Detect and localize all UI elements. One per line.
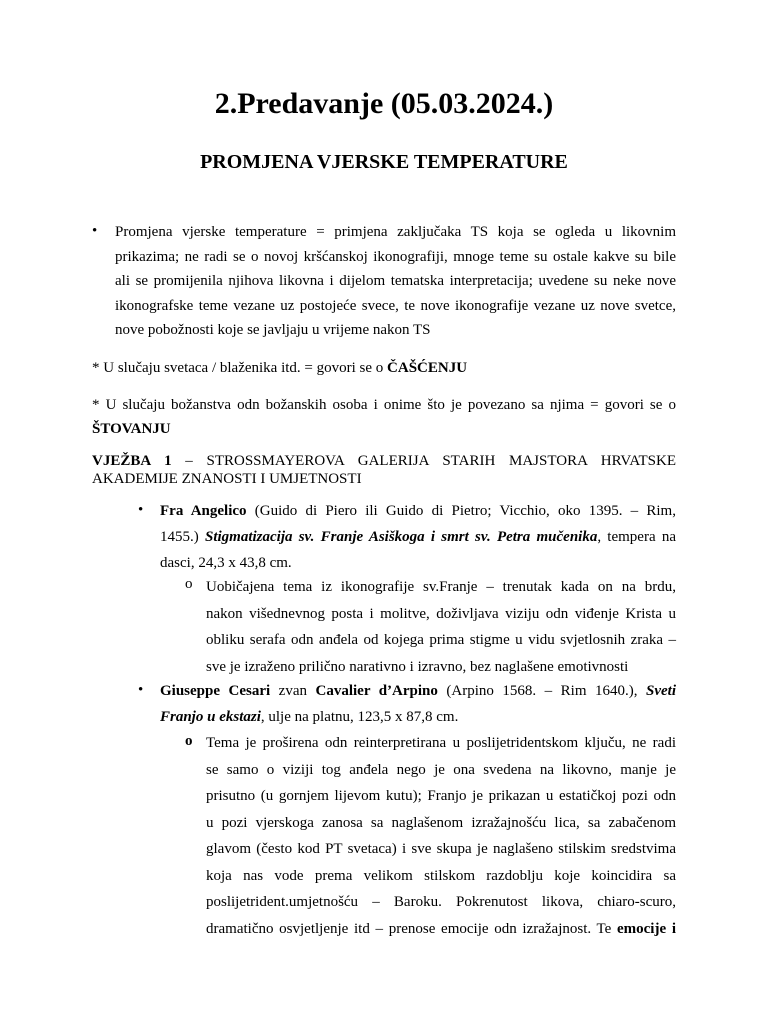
- artist-name: Fra Angelico: [160, 503, 247, 519]
- paragraph-line: ikonografske teme vezane uz postojeće svece, te nove ikonografije vezane uz nove svetce,: [115, 297, 676, 314]
- artwork-title: Sveti: [646, 683, 676, 699]
- note-stovanje: [92, 393, 676, 441]
- bullet-icon: •: [92, 223, 98, 239]
- sub-item-line: Tema je proširena odn reinterpretirana u poslijetridentskom ključu, ne radi: [206, 735, 676, 751]
- paragraph-temperature: [115, 220, 676, 343]
- sub-item-line: Uobičajena tema iz ikonografije sv.Franje – trenutak kada on na brdu,: [206, 579, 676, 595]
- artist-details: 1455.): [160, 529, 205, 545]
- exercise-title-cont: AKADEMIJE ZNANOSTI I UMJETNOSTI: [92, 471, 362, 487]
- circle-bullet-icon: o: [185, 576, 193, 592]
- exercise-title: – STROSSMAYEROVA GALERIJA STARIH MAJSTORA HRVATSKE: [171, 453, 676, 469]
- artwork-title-cont: Franjo u ekstazi: [160, 709, 261, 725]
- circle-bullet-icon: o: [185, 733, 193, 749]
- sub-item-line: koja nas vode prema velikom stilskom razdoblju koje koincidira sa: [206, 867, 676, 884]
- list-item-angelico: [160, 498, 676, 576]
- artist-name: Giuseppe Cesari: [160, 683, 271, 699]
- sub-item-line: sve je izraženo prilično narativno i izravno, bez naglašene emotivnosti: [206, 658, 629, 675]
- paragraph-line: nove pobožnosti koje se javljaju u vrijeme nakon TS: [115, 322, 431, 338]
- paragraph-line: Promjena vjerske temperature = primjena zaključaka TS koja se ogleda u likovnim: [115, 224, 676, 240]
- paragraph-line: prikazima; ne radi se o novoj kršćanskoj ikonografiji, mnoge teme su ostale kakve su bile: [115, 248, 676, 265]
- note-text: * U slučaju svetaca / blaženika itd. = govori se o: [92, 360, 388, 376]
- artwork-details: , ulje na platnu, 123,5 x 87,8 cm.: [260, 709, 459, 725]
- list-item-cesari: [160, 678, 676, 730]
- bullet-icon: •: [138, 502, 144, 518]
- sub-item-angelico: [206, 574, 676, 680]
- sub-item-cesari: [206, 730, 676, 942]
- sub-item-line: glavom (često kod PT svetaca) i sve skupa je naglašeno stilskim sredstvima: [206, 841, 676, 857]
- emphasis-text: emocije i: [617, 920, 676, 937]
- sub-item-line: prisutno (u gornjem lijevom kutu); Franjo je prikazan u estatičkoj pozi odn: [206, 788, 676, 804]
- page-subtitle: PROMJENA VJERSKE TEMPERATURE: [200, 151, 568, 173]
- sub-item-line: se samo o viziji tog anđela nego je ona svedena na likovno, manje je: [206, 761, 676, 778]
- sub-item-line: dramatično osvjetljenje itd – prenose emocije odn izražajnost. Te: [206, 920, 617, 937]
- artist-alias: Cavalier d’Arpino: [315, 683, 438, 699]
- exercise-label: VJEŽBA 1: [92, 453, 172, 469]
- exercise-heading: [92, 452, 676, 488]
- sub-item-line: poslijetrident.umjetnošću – Baroku. Pokrenutost likova, chiaro-scuro,: [206, 894, 676, 910]
- bullet-icon: •: [138, 682, 144, 698]
- note-text: * U slučaju božanstva odn božanskih osoba i onime što je povezano sa njima = govori se o: [92, 397, 676, 413]
- page-title: 2.Predavanje (05.03.2024.): [214, 87, 554, 120]
- note-cascenje: [92, 357, 682, 379]
- sub-item-line: obliku serafa odn anđela od kojega prima stigme u vidu svjetlosnih zraka –: [206, 632, 676, 648]
- artwork-details: dasci, 24,3 x 43,8 cm.: [160, 555, 292, 571]
- artwork-details: , tempera na: [597, 529, 676, 545]
- artist-details: zvan: [270, 683, 316, 699]
- artwork-title: Stigmatizacija sv. Franje Asiškoga i smrt sv. Petra mučenika: [204, 529, 598, 545]
- sub-item-line: u pozi vjerskoga zanosa sa naglašenom izražajnošću lica, sa zabačenom: [206, 814, 676, 831]
- note-bold-term: ČAŠĆENJU: [387, 360, 468, 376]
- artist-details: (Guido di Piero ili Guido di Pietro; Vicchio, oko 1395. – Rim,: [246, 503, 676, 519]
- paragraph-line: ali se promijenila njihova likovna i dijelom tematska interpretacija; uvedene su neke nove: [115, 273, 676, 289]
- note-bold-term: ŠTOVANJU: [92, 421, 171, 437]
- sub-item-line: nakon višednevnog posta i molitve, doživljava viziju odn viđenje Krista u: [206, 605, 676, 622]
- artist-details: (Arpino 1568. – Rim 1640.),: [437, 683, 646, 699]
